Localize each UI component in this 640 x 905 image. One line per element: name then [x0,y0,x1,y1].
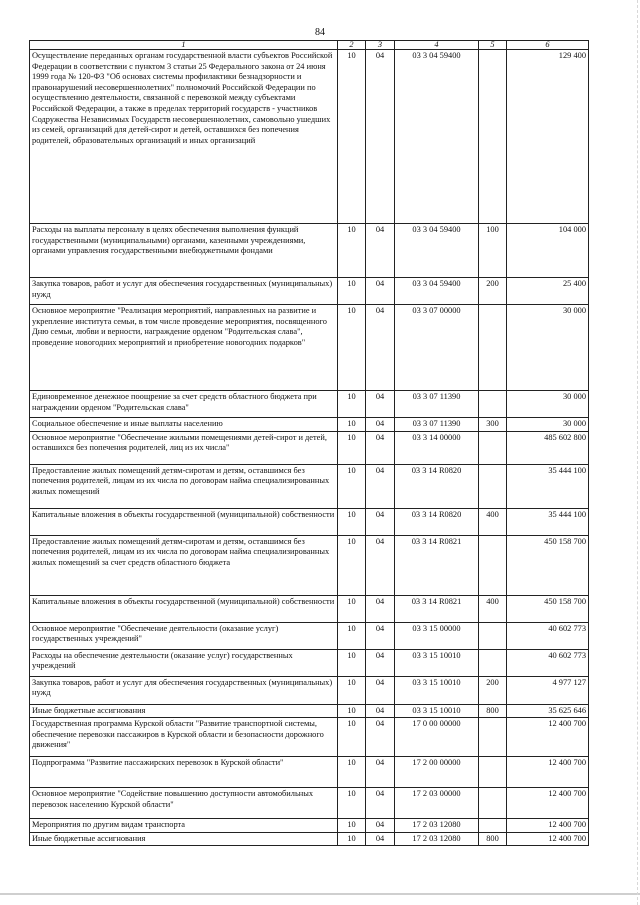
column-header: 2 [338,41,366,50]
row-subsection: 04 [366,757,395,788]
row-amount: 12 400 700 [507,819,589,833]
row-subsection: 04 [366,431,395,464]
table-row [30,535,589,595]
budget-table [29,40,589,846]
row-target-article: 17 0 00 00000 [395,718,479,757]
row-subsection: 04 [366,718,395,757]
row-section: 10 [338,819,366,833]
row-amount: 30 000 [507,391,589,418]
row-name: Иные бюджетные ассигнования [30,704,338,718]
table-row [30,418,589,432]
scan-edge [0,893,640,895]
table-row [30,431,589,464]
row-amount: 40 602 773 [507,622,589,649]
column-header: 3 [366,41,395,50]
row-name: Единовременное денежное поощрение за счет средств областного бюджета при награждении орденом "Родительская слава" [30,391,338,418]
row-subsection: 04 [366,819,395,833]
row-amount: 104 000 [507,224,589,278]
row-target-article: 03 3 04 59400 [395,224,479,278]
row-amount: 40 602 773 [507,649,589,676]
row-subsection: 04 [366,595,395,622]
row-amount: 35 444 100 [507,464,589,508]
row-target-article: 17 2 00 00000 [395,757,479,788]
row-subsection: 04 [366,224,395,278]
table-row [30,224,589,278]
row-subsection: 04 [366,305,395,391]
table-row [30,622,589,649]
row-section: 10 [338,224,366,278]
row-target-article: 03 3 15 10010 [395,704,479,718]
row-expense-type [479,788,507,819]
row-expense-type: 200 [479,676,507,704]
row-target-article: 03 3 14 R0820 [395,464,479,508]
row-section: 10 [338,50,366,224]
row-expense-type [479,535,507,595]
row-target-article: 03 3 14 00000 [395,431,479,464]
table-row [30,718,589,757]
row-name: Основное мероприятие "Содействие повышению доступности автомобильных перевозок населению Курской области" [30,788,338,819]
row-expense-type: 400 [479,508,507,535]
row-amount: 450 158 700 [507,535,589,595]
table-row [30,649,589,676]
row-subsection: 04 [366,418,395,432]
row-section: 10 [338,676,366,704]
row-name: Расходы на выплаты персоналу в целях обеспечения выполнения функций государственными (муниципальными) органами, казенными учреждениями, органами управления государственными внебюджетными фондами [30,224,338,278]
row-name: Капитальные вложения в объекты государственной (муниципальной) собственности [30,595,338,622]
row-target-article: 03 3 14 R0820 [395,508,479,535]
row-subsection: 04 [366,464,395,508]
row-subsection: 04 [366,832,395,846]
column-header: 5 [479,41,507,50]
row-subsection: 04 [366,788,395,819]
row-amount: 30 000 [507,305,589,391]
table-row [30,595,589,622]
row-target-article: 03 3 07 11390 [395,391,479,418]
scan-edge [637,0,639,905]
row-section: 10 [338,832,366,846]
table-row [30,391,589,418]
page-number: 84 [315,27,325,38]
row-name: Мероприятия по другим видам транспорта [30,819,338,833]
row-expense-type [479,718,507,757]
header-row [30,41,589,50]
row-section: 10 [338,418,366,432]
table-row [30,832,589,846]
row-target-article: 03 3 04 59400 [395,50,479,224]
row-name: Основное мероприятие "Реализация мероприятий, направленных на развитие и укрепление института семьи, в том числе проведение мероприятия, посвященного Дню семьи, любви и верности, награждение орденом "Родительская слава", проведение новогодних мероприятий и приобретение новогодних подарков" [30,305,338,391]
row-target-article: 17 2 03 12080 [395,819,479,833]
row-section: 10 [338,649,366,676]
row-name: Расходы на обеспечение деятельности (оказание услуг) государственных учреждений [30,649,338,676]
table-row [30,819,589,833]
row-expense-type: 300 [479,418,507,432]
table-row [30,278,589,305]
row-name: Предоставление жилых помещений детям-сиротам и детям, оставшимся без попечения родителей, лицам из их числа по договорам найма специализированных жилых помещений за счет средств областного бюджета [30,535,338,595]
row-target-article: 03 3 07 00000 [395,305,479,391]
row-target-article: 03 3 07 11390 [395,418,479,432]
row-amount: 485 602 800 [507,431,589,464]
table-row [30,704,589,718]
row-name: Осуществление переданных органам государственной власти субъектов Российской Федерации в соответствии с пунктом 3 статьи 25 Федерального закона от 24 июня 1999 года № 120-ФЗ "Об основах системы профилактики безнадзорности и правонарушений несовершеннолетних" полномочий Российской Федерации по осуществлению деятельности, связанной с перевозкой между субъектами Российской Федерации, а также в пределах территорий государств - участников Содружества Независимых Государств несовершеннолетних, самовольно ушедших из семей, организаций для детей-сирот и детей, оставшихся без попечения родителей, образовательных организаций и иных организаций [30,50,338,224]
row-target-article: 03 3 15 10010 [395,676,479,704]
row-section: 10 [338,622,366,649]
row-section: 10 [338,704,366,718]
row-amount: 35 444 100 [507,508,589,535]
row-subsection: 04 [366,535,395,595]
row-name: Иные бюджетные ассигнования [30,832,338,846]
row-name: Капитальные вложения в объекты государственной (муниципальной) собственности [30,508,338,535]
table-row [30,757,589,788]
row-subsection: 04 [366,508,395,535]
row-amount: 12 400 700 [507,832,589,846]
row-target-article: 17 2 03 12080 [395,832,479,846]
row-target-article: 03 3 15 00000 [395,622,479,649]
row-subsection: 04 [366,278,395,305]
row-amount: 129 400 [507,50,589,224]
row-expense-type [479,431,507,464]
row-amount: 12 400 700 [507,788,589,819]
row-expense-type [479,305,507,391]
row-target-article: 17 2 03 00000 [395,788,479,819]
row-amount: 4 977 127 [507,676,589,704]
column-header: 6 [507,41,589,50]
table-row [30,676,589,704]
row-name: Основное мероприятие "Обеспечение деятельности (оказание услуг) государственных учреждений" [30,622,338,649]
column-header: 4 [395,41,479,50]
row-section: 10 [338,431,366,464]
row-name: Подпрограмма "Развитие пассажирских перевозок в Курской области" [30,757,338,788]
row-section: 10 [338,595,366,622]
row-subsection: 04 [366,622,395,649]
row-name: Закупка товаров, работ и услуг для обеспечения государственных (муниципальных) нужд [30,676,338,704]
row-subsection: 04 [366,649,395,676]
row-name: Предоставление жилых помещений детям-сиротам и детям, оставшимся без попечения родителей, лицам из их числа по договорам найма специализированных жилых помещений [30,464,338,508]
row-expense-type: 800 [479,704,507,718]
row-section: 10 [338,305,366,391]
row-name: Закупка товаров, работ и услуг для обеспечения государственных (муниципальных) нужд [30,278,338,305]
row-target-article: 03 3 14 R0821 [395,595,479,622]
row-name: Основное мероприятие "Обеспечение жилыми помещениями детей-сирот и детей, оставшихся без попечения родителей, лиц из их числа" [30,431,338,464]
row-name: Государственная программа Курской области "Развитие транспортной системы, обеспечение перевозки пассажиров в Курской области и безопасности дорожного движения" [30,718,338,757]
row-expense-type: 200 [479,278,507,305]
row-expense-type [479,464,507,508]
row-expense-type: 800 [479,832,507,846]
row-expense-type [479,391,507,418]
row-subsection: 04 [366,391,395,418]
row-expense-type: 100 [479,224,507,278]
row-target-article: 03 3 14 R0821 [395,535,479,595]
row-amount: 35 625 646 [507,704,589,718]
row-section: 10 [338,464,366,508]
row-expense-type [479,819,507,833]
row-section: 10 [338,508,366,535]
row-expense-type [479,50,507,224]
table-body [30,50,589,846]
row-subsection: 04 [366,676,395,704]
row-amount: 30 000 [507,418,589,432]
row-section: 10 [338,788,366,819]
row-target-article: 03 3 15 10010 [395,649,479,676]
row-expense-type: 400 [479,595,507,622]
row-name: Социальное обеспечение и иные выплаты населению [30,418,338,432]
row-amount: 25 400 [507,278,589,305]
row-section: 10 [338,757,366,788]
table-row [30,50,589,224]
row-expense-type [479,622,507,649]
row-expense-type [479,649,507,676]
row-amount: 12 400 700 [507,757,589,788]
row-section: 10 [338,718,366,757]
row-expense-type [479,757,507,788]
row-target-article: 03 3 04 59400 [395,278,479,305]
row-subsection: 04 [366,704,395,718]
row-amount: 450 158 700 [507,595,589,622]
table-row [30,464,589,508]
row-subsection: 04 [366,50,395,224]
row-amount: 12 400 700 [507,718,589,757]
column-header: 1 [30,41,338,50]
table-row [30,305,589,391]
row-section: 10 [338,535,366,595]
row-section: 10 [338,278,366,305]
table-row [30,788,589,819]
row-section: 10 [338,391,366,418]
table-row [30,508,589,535]
